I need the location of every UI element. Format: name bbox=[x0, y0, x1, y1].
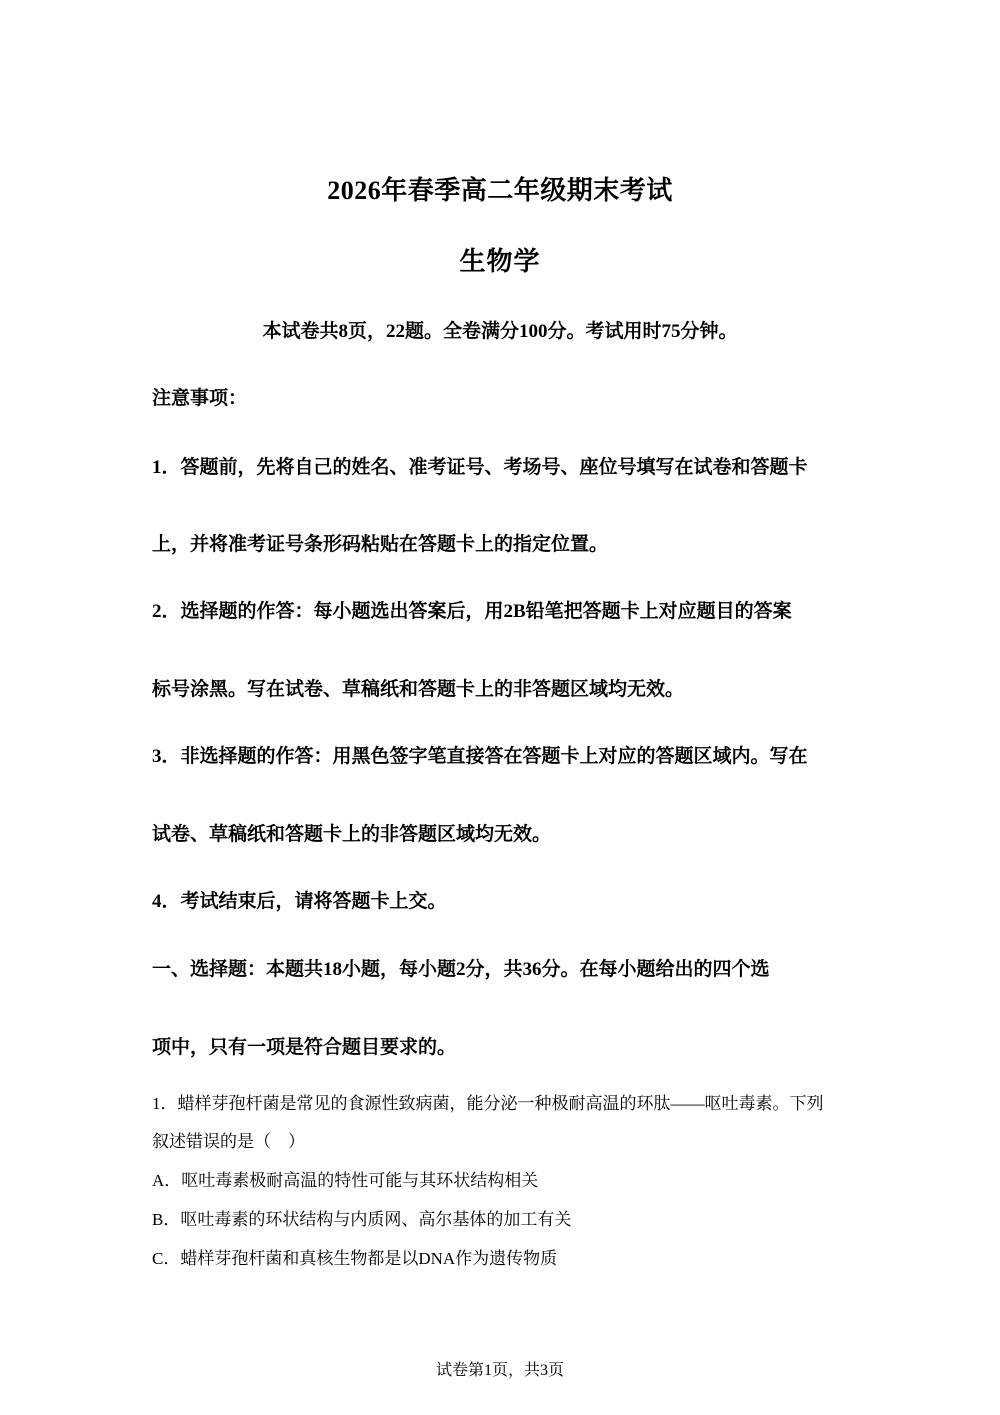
notice-item-1-line-1: 1．答题前，先将自己的姓名、准考证号、考场号、座位号填写在试卷和答题卡 bbox=[152, 457, 808, 478]
question-1-option-b: B．呕吐毒素的环状结构与内质网、高尔基体的加工有关 bbox=[152, 1210, 572, 1229]
question-1-option-c: C．蜡样芽孢杆菌和真核生物都是以DNA作为遗传物质 bbox=[152, 1249, 558, 1268]
notice-item-3-line-2: 试卷、草稿纸和答题卡上的非答题区域均无效。 bbox=[152, 824, 552, 845]
exam-info: 本试卷共8页，22题。全卷满分100分。考试用时75分钟。 bbox=[262, 321, 738, 342]
question-1-option-a: A．呕吐毒素极耐高温的特性可能与其环状结构相关 bbox=[152, 1171, 539, 1190]
exam-title: 2026年春季高二年级期末考试 bbox=[327, 176, 673, 205]
question-1-stem-line-2: 叙述错误的是（ ） bbox=[152, 1132, 305, 1151]
notice-item-3-line-1: 3．非选择题的作答：用黑色签字笔直接答在答题卡上对应的答题区域内。写在 bbox=[152, 746, 808, 767]
notice-item-2-line-1: 2．选择题的作答：每小题选出答案后，用2B铅笔把答题卡上对应题目的答案 bbox=[152, 601, 792, 622]
page-footer: 试卷第1页，共3页 bbox=[435, 1362, 564, 1379]
question-1-stem-line-1: 1．蜡样芽孢杆菌是常见的食源性致病菌，能分泌一种极耐高温的环肽——呕吐毒素。下列 bbox=[152, 1094, 824, 1113]
section-1-heading-line-1: 一、选择题：本题共18小题，每小题2分，共36分。在每小题给出的四个选 bbox=[152, 959, 770, 980]
subject-title: 生物学 bbox=[459, 247, 541, 276]
notice-item-2-line-2: 标号涂黑。写在试卷、草稿纸和答题卡上的非答题区域均无效。 bbox=[152, 679, 685, 700]
notice-heading: 注意事项： bbox=[152, 388, 248, 409]
notice-item-1-line-2: 上，并将准考证号条形码粘贴在答题卡上的指定位置。 bbox=[152, 534, 609, 555]
section-1-heading-line-2: 项中，只有一项是符合题目要求的。 bbox=[152, 1037, 457, 1058]
notice-item-4: 4．考试结束后，请将答题卡上交。 bbox=[152, 891, 447, 912]
